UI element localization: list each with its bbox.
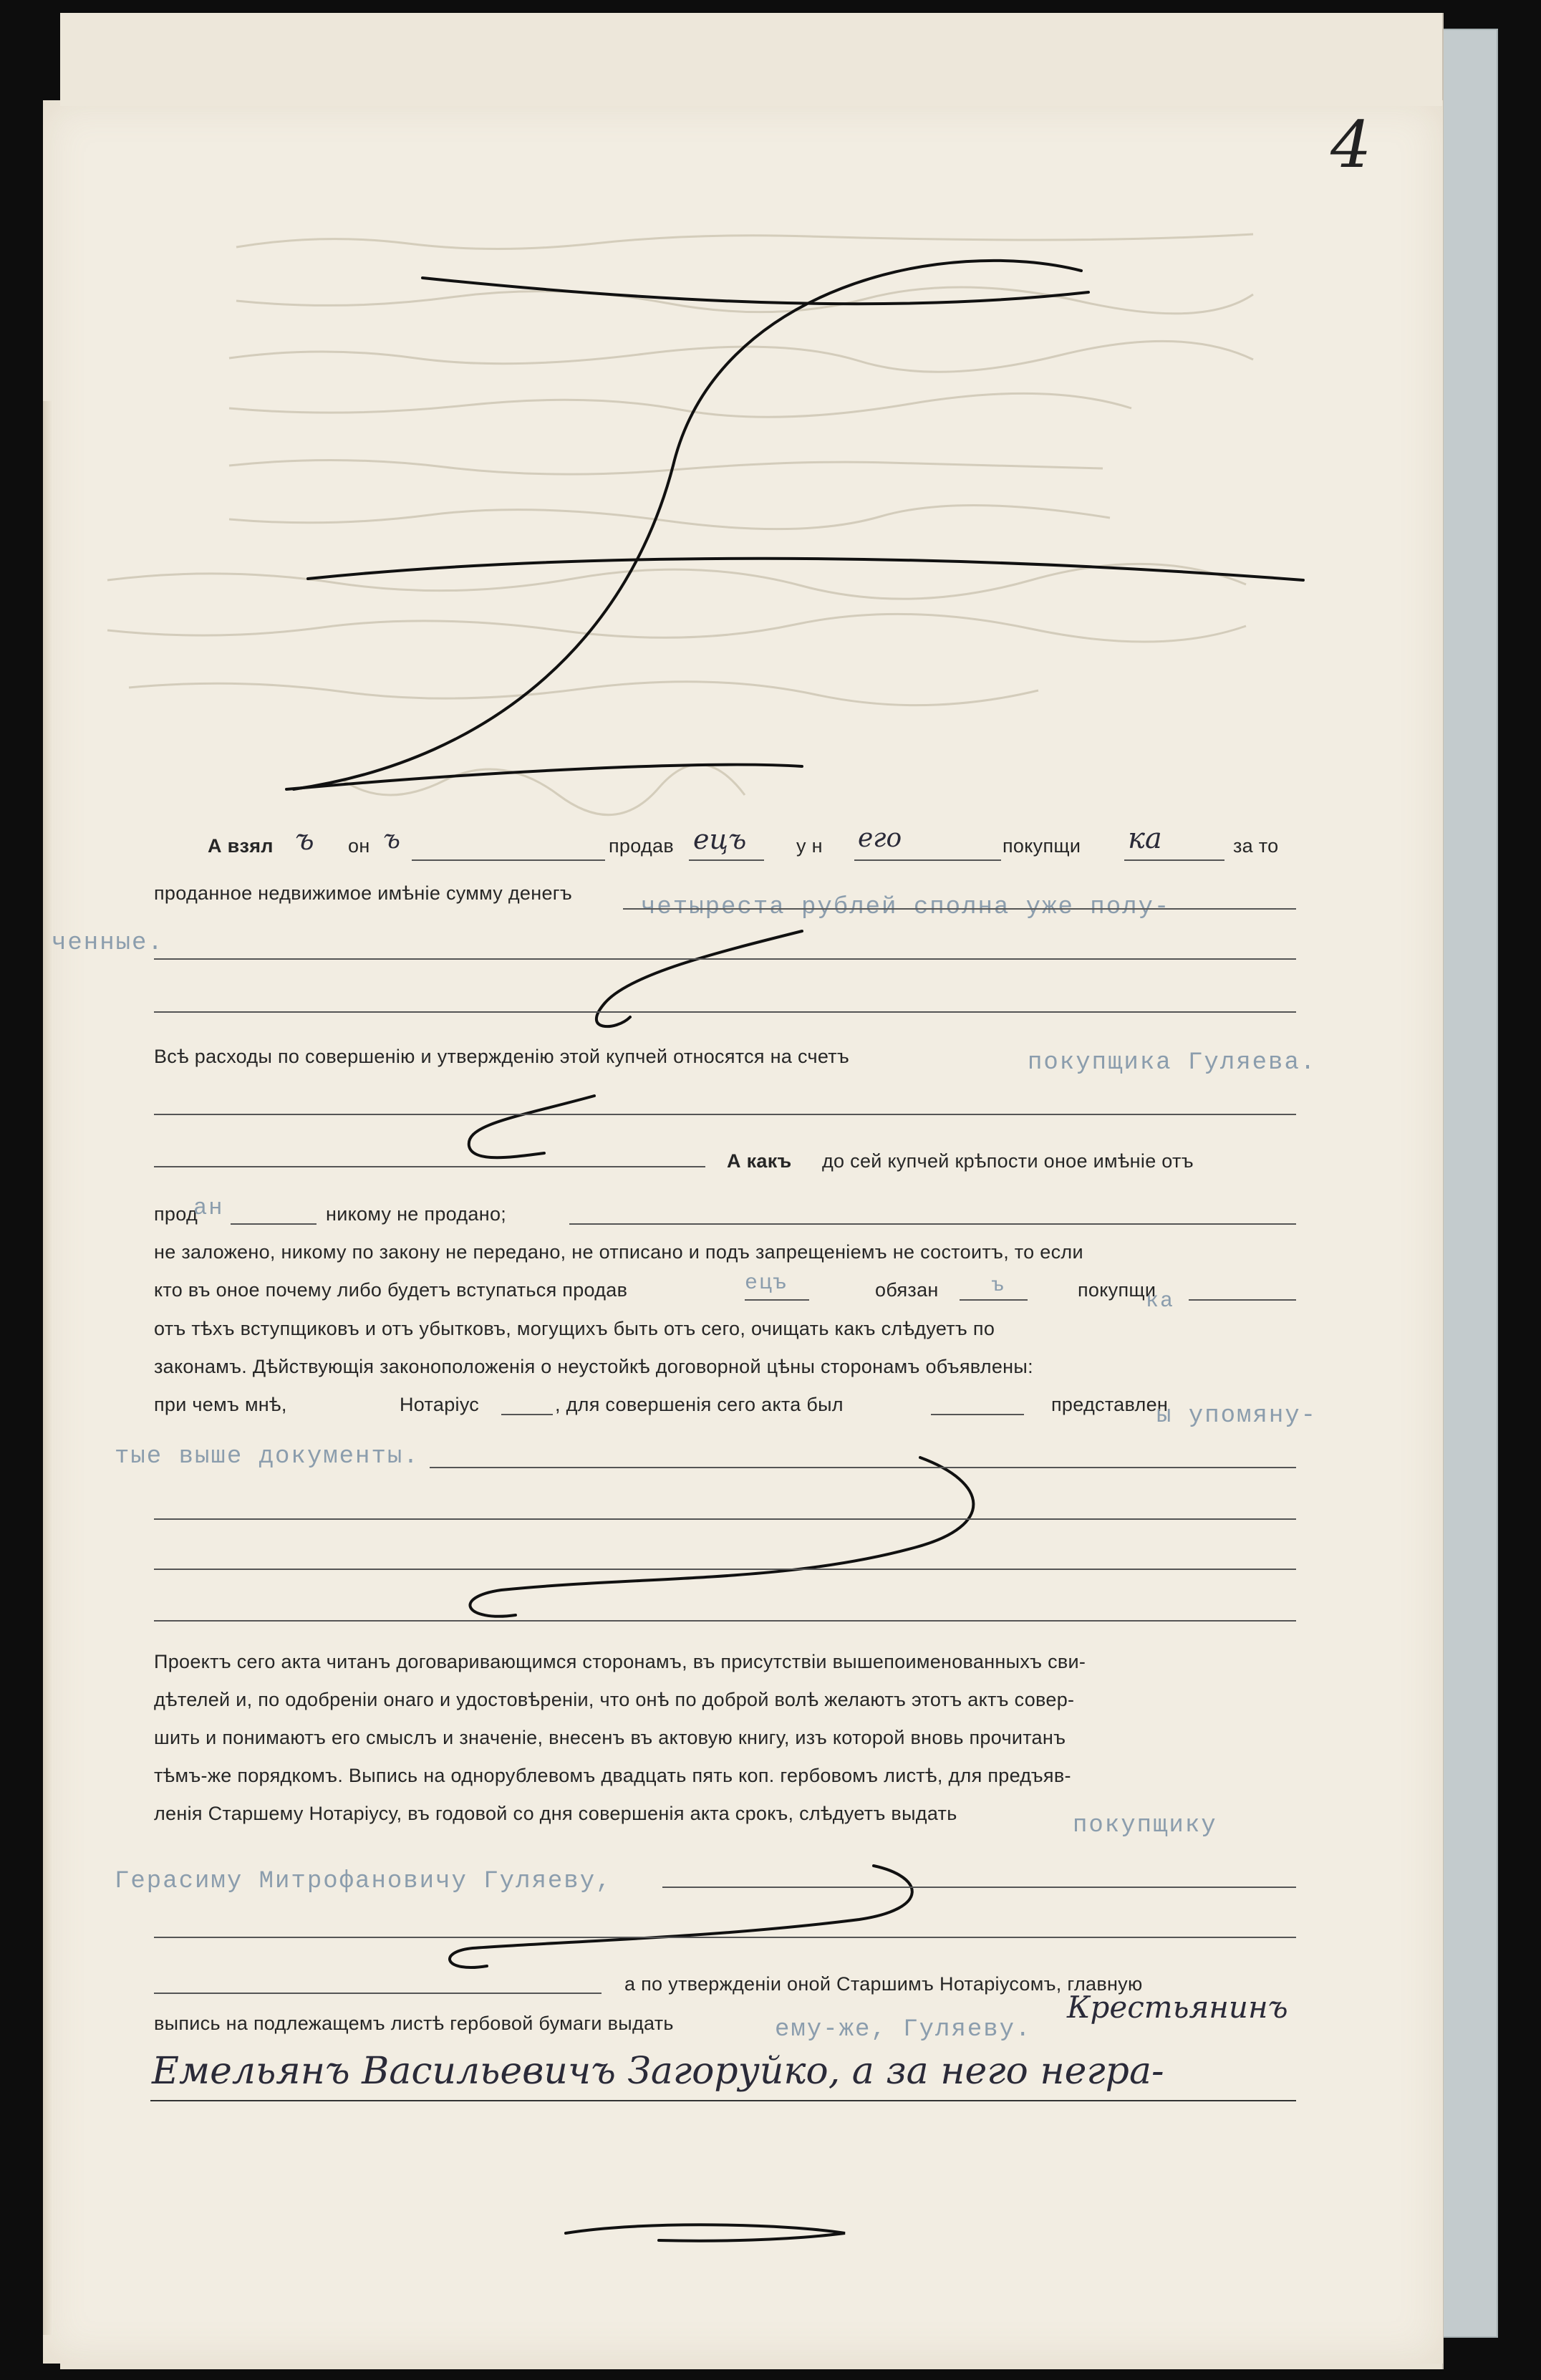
blank-line (623, 908, 1296, 910)
row19-text: а по утвержденіи оной Старшимъ Нотаріусомъ, главную (624, 1973, 1143, 1995)
blank-line (412, 859, 605, 861)
row18-typed: Герасиму Митрофановичу Гуляеву, (115, 1868, 612, 1895)
blank-line (931, 1414, 1024, 1415)
row9-text: отъ тѣхъ вступщиковъ и отъ убытковъ, могущихъ быть отъ сего, очищать какъ слѣдуетъ по (154, 1318, 995, 1339)
row20-handwriting: Крестьянинъ (1067, 1990, 1288, 2025)
row1-hand-ending-1: ъ (295, 824, 314, 857)
row17-typed: покупщику (1073, 1812, 1217, 1839)
blank-line (1189, 1299, 1296, 1301)
row16-text: тѣмъ-же порядкомъ. Выпись на однорублевомъ двадцать пять коп. гербовомъ листѣ, для предъяв- (154, 1765, 1071, 1786)
row1-on: он (348, 835, 370, 857)
row11-typed: ы упомяну- (1156, 1402, 1318, 1430)
row1-buyer: покупщи (1003, 835, 1081, 857)
blank-line (154, 1518, 1296, 1520)
row4-typed: покупщика Гуляева. (1028, 1049, 1317, 1076)
row7-text: не заложено, никому по закону не передано, не отписано и подъ запрещеніемъ не состоитъ, то если (154, 1241, 1083, 1263)
row8-typed-a: ецъ (745, 1271, 788, 1296)
blank-line (745, 1299, 809, 1301)
row8-text-c: покупщи (1078, 1279, 1156, 1301)
row6-typed: ан (193, 1195, 224, 1221)
row1-u-n: у н (796, 835, 823, 857)
blank-line (1124, 859, 1224, 861)
blank-line (154, 1011, 1296, 1013)
blank-line (689, 859, 764, 861)
row11-b: Нотаріус (400, 1394, 480, 1415)
row10-text: законамъ. Дѣйствующія законоположенія о неустойкѣ договорной цѣны сторонамъ объявлены: (154, 1356, 1033, 1377)
row1-za-to: за то (1233, 835, 1279, 857)
row11-a: при чемъ мнѣ, (154, 1394, 287, 1415)
row1-lead: А взял (208, 835, 274, 857)
row5-lead: А какъ (727, 1150, 792, 1172)
row8-text-a: кто въ оное почему либо будетъ вступаться продав (154, 1279, 628, 1301)
row4-text: Всѣ расходы по совершенію и утвержденію этой купчей относятся на счетъ (154, 1046, 850, 1067)
row6-prod: прод (154, 1203, 198, 1225)
blank-line (501, 1414, 553, 1415)
blank-line (154, 958, 1296, 960)
blank-line (854, 859, 1001, 861)
blank-line (154, 1993, 602, 1994)
row12-typed: тые выше документы. (115, 1443, 420, 1470)
blank-line (231, 1223, 317, 1225)
blank-line (154, 1620, 1296, 1622)
row8-typed-b: ъ (992, 1275, 1005, 1297)
row11-c: , для совершенія сего акта был (555, 1394, 844, 1415)
blank-line (662, 1887, 1296, 1888)
blank-line (430, 1467, 1296, 1468)
row11-d: представлен (1051, 1394, 1169, 1415)
row6-text: никому не продано; (326, 1203, 507, 1225)
blank-line (154, 1937, 1296, 1938)
row1-hand-ending-2: ъ (383, 825, 400, 854)
row20-typed: ему-же, Гуляеву. (775, 2016, 1032, 2043)
blank-line (154, 1569, 1296, 1570)
row3-typed: ченные. (52, 930, 164, 957)
row17-text: ленія Старшему Нотаріусу, въ годовой со дня совершенія акта срокъ, слѣдуетъ выдать (154, 1803, 957, 1824)
row1-hand-buyer: ка (1128, 822, 1162, 855)
blank-line (960, 1299, 1028, 1301)
row8b-typed: ка (1146, 1289, 1175, 1314)
blank-line (569, 1223, 1296, 1225)
signature-line (150, 2100, 1296, 2101)
row2-typed: четыреста рублей сполна уже полу- (641, 894, 1171, 921)
row15-text: шить и понимаютъ его смыслъ и значеніе, внесенъ въ актовую книгу, изъ которой вновь прочитанъ (154, 1727, 1066, 1748)
row1-hand-seller: ецъ (693, 824, 747, 855)
row1-seller: продав (609, 835, 674, 857)
row21-handwriting: Емельянъ Васильевичъ Загоруйко, а за него негра- (152, 2050, 1164, 2093)
row1-hand-un: его (858, 824, 902, 853)
row14-text: дѣтелей и, по одобреніи онаго и удостовѣреніи, что онѣ по доброй волѣ желаютъ этотъ актъ совер- (154, 1689, 1075, 1710)
page-number: 4 (1330, 107, 1372, 183)
row8-text-b: обязан (875, 1279, 939, 1301)
row20-text: выпись на подлежащемъ листѣ гербовой бумаги выдать (154, 2013, 674, 2034)
row13-text: Проектъ сего акта читанъ договаривающимся сторонамъ, въ присутствіи вышепоименованныхъ сви- (154, 1651, 1086, 1672)
blank-line (154, 1166, 705, 1167)
row2-text: проданное недвижимое имѣніе сумму денегъ (154, 882, 573, 904)
row5-text: до сей купчей крѣпости оное имѣніе отъ (822, 1150, 1194, 1172)
blank-line (154, 1114, 1296, 1115)
